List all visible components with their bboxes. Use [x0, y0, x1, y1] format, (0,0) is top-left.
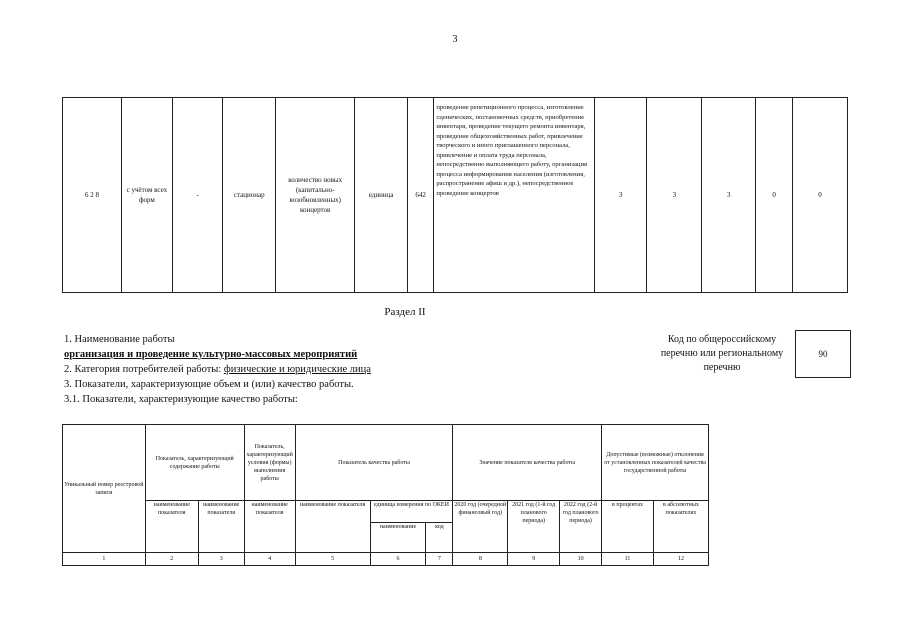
code-value: 90 [818, 349, 828, 359]
subheader-absolute: в абсолютных показателях [653, 501, 708, 553]
work-name-value: организация и проведение культурно-массовых мероприятий [64, 349, 358, 360]
subheader-percent: в процентах [602, 501, 654, 553]
column-number: 9 [508, 553, 560, 566]
value-cell-3: 3 [702, 98, 756, 293]
header-condition-indicator: Показатель, характеризующий условия (формы) выполнения работы [244, 425, 295, 501]
deviation-absolute-cell: 0 [793, 98, 848, 293]
column-number: 2 [145, 553, 198, 566]
subheader-name-1: наименование показателя [145, 501, 198, 553]
deviation-percent-cell: 0 [756, 98, 793, 293]
column-number: 6 [370, 553, 426, 566]
table-row [63, 98, 848, 293]
indicators-heading: 3. Показатели, характеризующие объем и (или) качество работы. [64, 379, 354, 390]
subheader-unit-code: код [426, 523, 453, 553]
quality-indicators-table [62, 424, 709, 566]
column-number: 7 [426, 553, 453, 566]
header-quality-values: Значение показателя качества работы [453, 425, 602, 501]
column-number: 1 [63, 553, 146, 566]
column-number: 3 [198, 553, 244, 566]
column-number: 10 [560, 553, 602, 566]
activity-description-cell: проведение репетиционного процесса, изготовление сценических, постановочных средств, приобретение инвентаря, проведение текущего ремонта инвентаря, проведение общехозяйственных работ, привлечение творческого и иного приглашенного персонала, привлечение и оплата труда персонала, непосредственно выполняющего работу, организация процесса информирования населения (изготовления, распространение афиш и др.), непосредственное проведение концертов [434, 98, 594, 293]
consumer-category [64, 362, 371, 377]
table-column-numbers-row [63, 553, 709, 566]
value-cell-2: 3 [647, 98, 702, 293]
header-content-indicator: Показатель, характеризующий содержание работы [145, 425, 244, 501]
work-name-label: 1. Наименование работы [64, 334, 175, 345]
section-title: Раздел II [384, 306, 426, 318]
quality-indicators-heading: 3.1. Показатели, характеризующие качество работы: [64, 394, 298, 405]
subheader-year-2021: 2021 год (1-й год планового периода) [508, 501, 560, 553]
code-box [795, 330, 851, 378]
subheader-name-2: наименование показателя [198, 501, 244, 553]
table-subheader-row [63, 501, 709, 523]
header-unique-number: Уникальный номер реестровой записи [63, 425, 146, 553]
subheader-unit-name: наименование [370, 523, 426, 553]
consumer-category-value: физические и юридические лица [223, 364, 371, 375]
column-number: 8 [453, 553, 508, 566]
code-label: Код по общероссийскому перечню или региональному перечню [660, 334, 784, 373]
registry-number-cell: 6 2 8 [63, 98, 122, 293]
content-indicator-cell-2: - [172, 98, 223, 293]
header-deviations: Допустимые (возможные) отклонения от установленных показателей качества государственной работы [602, 425, 709, 501]
content-indicator-cell: с учётом всех форм [122, 98, 173, 293]
quality-indicator-row-table [62, 97, 848, 293]
page-number: 3 [452, 34, 458, 45]
consumer-category-label: 2. Категория потребителей работы: [64, 364, 224, 375]
column-number: 4 [244, 553, 295, 566]
table-header-row [63, 425, 709, 501]
column-number: 11 [602, 553, 654, 566]
column-number: 5 [295, 553, 370, 566]
subheader-name-3: наименование показателя [244, 501, 295, 553]
header-quality-indicator: Показатель качества работы [295, 425, 453, 501]
subheader-quality-name: наименование показателя [295, 501, 370, 553]
column-number: 12 [653, 553, 708, 566]
indicator-name-cell: количество новых (капитально-возобновленных) концертов [276, 98, 355, 293]
unit-code-cell: 642 [407, 98, 433, 293]
subheader-year-2022: 2022 год (2-й год планового периода) [560, 501, 602, 553]
value-cell-1: 3 [594, 98, 647, 293]
condition-indicator-cell: стационар [223, 98, 276, 293]
subheader-year-2020: 2020 год (очередной финансовый год) [453, 501, 508, 553]
subheader-unit: единица измерения по ОКЕИ [370, 501, 453, 523]
unit-name-cell: единица [355, 98, 408, 293]
